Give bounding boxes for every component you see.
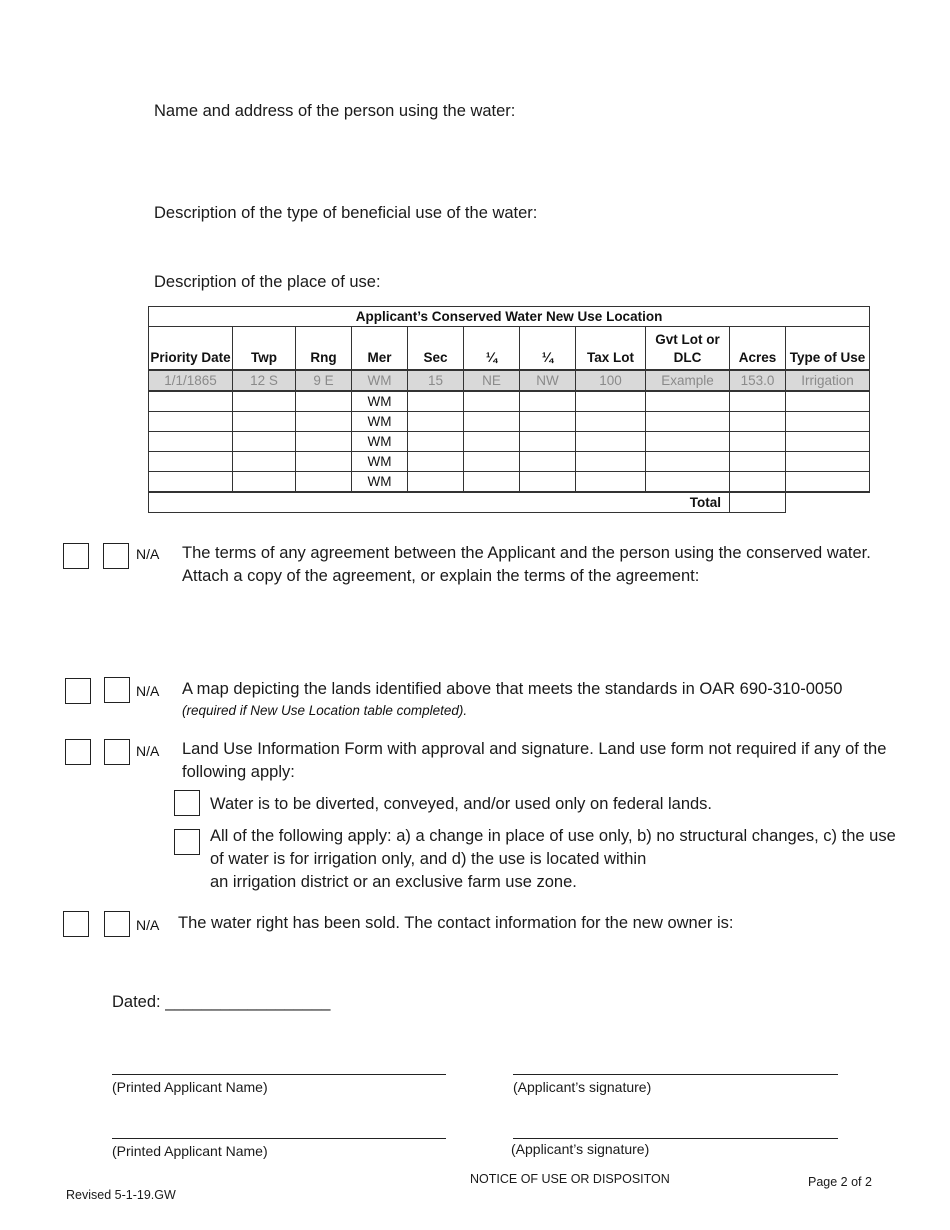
table-cell[interactable]: [646, 412, 730, 432]
table-cell: 153.0: [730, 370, 786, 391]
table-cell[interactable]: WM: [352, 432, 408, 452]
header-quarter-2: ¼: [520, 327, 576, 371]
signature-line-1[interactable]: [513, 1074, 838, 1075]
table-cell[interactable]: [520, 472, 576, 493]
table-cell[interactable]: [408, 472, 464, 493]
map-checkbox[interactable]: [65, 678, 91, 704]
table-cell[interactable]: [646, 391, 730, 412]
table-caption: Applicant’s Conserved Water New Use Location: [149, 307, 870, 327]
table-cell[interactable]: [730, 412, 786, 432]
all-following-text: All of the following apply: a) a change in place of use only, b) no structural changes, c) the use of water is for irrigation only, and d) the use is located within: [210, 827, 896, 868]
agreement-na-checkbox[interactable]: [103, 543, 129, 569]
federal-lands-checkbox[interactable]: [174, 790, 200, 816]
land-use-text: Land Use Information Form with approval and signature. Land use form not required if any of the following apply:: [182, 740, 887, 781]
revised-note: Revised 5-1-19.GW: [66, 1188, 176, 1202]
table-cell[interactable]: [786, 412, 870, 432]
table-cell[interactable]: WM: [352, 452, 408, 472]
land-use-checkbox[interactable]: [65, 739, 91, 765]
table-cell[interactable]: [576, 432, 646, 452]
table-cell: WM: [352, 370, 408, 391]
all-following-checkbox[interactable]: [174, 829, 200, 855]
table-cell[interactable]: WM: [352, 472, 408, 493]
table-cell: Irrigation: [786, 370, 870, 391]
table-cell[interactable]: [233, 432, 296, 452]
dated-field[interactable]: Dated: __________________: [112, 993, 331, 1011]
table-cell[interactable]: [408, 432, 464, 452]
footer-title: NOTICE OF USE OR DISPOSITON: [470, 1172, 670, 1186]
table-row: [149, 452, 870, 472]
page-number: Page 2 of 2: [808, 1175, 872, 1189]
header-priority-date: Priority Date: [149, 327, 233, 371]
table-cell[interactable]: [233, 452, 296, 472]
table-cell[interactable]: [149, 412, 233, 432]
header-quarter-1: ¼: [464, 327, 520, 371]
map-text: A map depicting the lands identified above that meets the standards in OAR 690-310-0050: [182, 680, 843, 698]
table-cell[interactable]: [464, 472, 520, 493]
land-use-na-label: N/A: [136, 743, 160, 759]
table-cell[interactable]: WM: [352, 391, 408, 412]
table-cell: Example: [646, 370, 730, 391]
table-cell[interactable]: [786, 472, 870, 493]
agreement-text: The terms of any agreement between the Applicant and the person using the conserved water. Attach a copy of the agreement, or explain the terms of the agreement:: [182, 544, 871, 585]
sold-na-label: N/A: [136, 917, 160, 933]
table-cell[interactable]: [576, 452, 646, 472]
table-cell[interactable]: [464, 452, 520, 472]
table-cell[interactable]: [296, 472, 352, 493]
sold-checkbox[interactable]: [63, 911, 89, 937]
table-cell[interactable]: [786, 432, 870, 452]
table-row: [149, 412, 870, 432]
table-cell[interactable]: [233, 412, 296, 432]
table-cell[interactable]: [233, 472, 296, 493]
table-cell[interactable]: [576, 412, 646, 432]
table-cell[interactable]: [520, 432, 576, 452]
header-gvt-lot: Gvt Lot or DLC: [646, 327, 730, 371]
table-cell[interactable]: [730, 472, 786, 493]
table-row: [149, 472, 870, 493]
table-cell[interactable]: [408, 412, 464, 432]
table-cell[interactable]: [786, 452, 870, 472]
header-tax-lot: Tax Lot: [576, 327, 646, 371]
table-cell: 9 E: [296, 370, 352, 391]
table-example-row: [149, 370, 870, 391]
table-cell[interactable]: [149, 452, 233, 472]
header-rng: Rng: [296, 327, 352, 371]
table-cell[interactable]: [520, 412, 576, 432]
printed-name-line-2[interactable]: [112, 1138, 446, 1139]
agreement-checkbox[interactable]: [63, 543, 89, 569]
header-type-of-use: Type of Use: [786, 327, 870, 371]
table-cell[interactable]: [149, 432, 233, 452]
table-cell[interactable]: [786, 391, 870, 412]
table-cell[interactable]: [464, 391, 520, 412]
table-cell[interactable]: [296, 391, 352, 412]
header-twp: Twp: [233, 327, 296, 371]
table-cell[interactable]: [296, 412, 352, 432]
table-cell[interactable]: [576, 472, 646, 493]
printed-name-label-2: (Printed Applicant Name): [112, 1143, 268, 1159]
table-total-row: [149, 492, 870, 513]
all-following-text-cont: an irrigation district or an exclusive farm use zone.: [210, 873, 577, 891]
sold-na-checkbox[interactable]: [104, 911, 130, 937]
sold-text: The water right has been sold. The contact information for the new owner is:: [178, 914, 734, 932]
table-cell[interactable]: [576, 391, 646, 412]
table-cell[interactable]: [520, 391, 576, 412]
printed-name-line-1[interactable]: [112, 1074, 446, 1075]
total-acres-cell[interactable]: [730, 492, 786, 513]
header-sec: Sec: [408, 327, 464, 371]
table-cell[interactable]: [296, 452, 352, 472]
table-cell[interactable]: [233, 391, 296, 412]
table-row: [149, 432, 870, 452]
printed-name-label-1: (Printed Applicant Name): [112, 1079, 268, 1095]
table-cell[interactable]: [646, 472, 730, 493]
table-cell[interactable]: [730, 452, 786, 472]
table-cell[interactable]: [646, 432, 730, 452]
signature-label-2: (Applicant’s signature): [511, 1141, 650, 1157]
federal-lands-text: Water is to be diverted, conveyed, and/or used only on federal lands.: [210, 795, 713, 813]
table-cell[interactable]: [408, 391, 464, 412]
table-cell: [786, 492, 870, 513]
table-cell[interactable]: [464, 412, 520, 432]
table-cell[interactable]: [520, 452, 576, 472]
table-cell[interactable]: WM: [352, 412, 408, 432]
signature-label-1: (Applicant’s signature): [513, 1079, 652, 1095]
table-cell: 12 S: [233, 370, 296, 391]
table-cell[interactable]: [464, 432, 520, 452]
map-na-label: N/A: [136, 683, 160, 699]
table-cell: NW: [520, 370, 576, 391]
table-cell: 100: [576, 370, 646, 391]
table-cell: NE: [464, 370, 520, 391]
beneficial-use-prompt: Description of the type of beneficial use of the water:: [154, 204, 538, 222]
signature-line-2[interactable]: [513, 1138, 838, 1139]
agreement-na-label: N/A: [136, 546, 160, 562]
table-cell[interactable]: [296, 432, 352, 452]
new-use-location-table: [148, 306, 870, 513]
table-cell: 1/1/1865: [149, 370, 233, 391]
name-address-prompt: Name and address of the person using the water:: [154, 102, 516, 120]
table-cell[interactable]: [730, 432, 786, 452]
map-note: (required if New Use Location table completed).: [182, 703, 468, 718]
land-use-na-checkbox[interactable]: [104, 739, 130, 765]
table-cell[interactable]: [646, 452, 730, 472]
table-header-row: [149, 327, 870, 371]
table-cell[interactable]: [149, 472, 233, 493]
header-mer: Mer: [352, 327, 408, 371]
place-of-use-prompt: Description of the place of use:: [154, 273, 381, 291]
table-row: [149, 391, 870, 412]
table-cell[interactable]: [408, 452, 464, 472]
header-acres: Acres: [730, 327, 786, 371]
table-cell: 15: [408, 370, 464, 391]
map-na-checkbox[interactable]: [104, 677, 130, 703]
total-label: Total: [149, 492, 730, 513]
table-cell[interactable]: [730, 391, 786, 412]
table-cell[interactable]: [149, 391, 233, 412]
